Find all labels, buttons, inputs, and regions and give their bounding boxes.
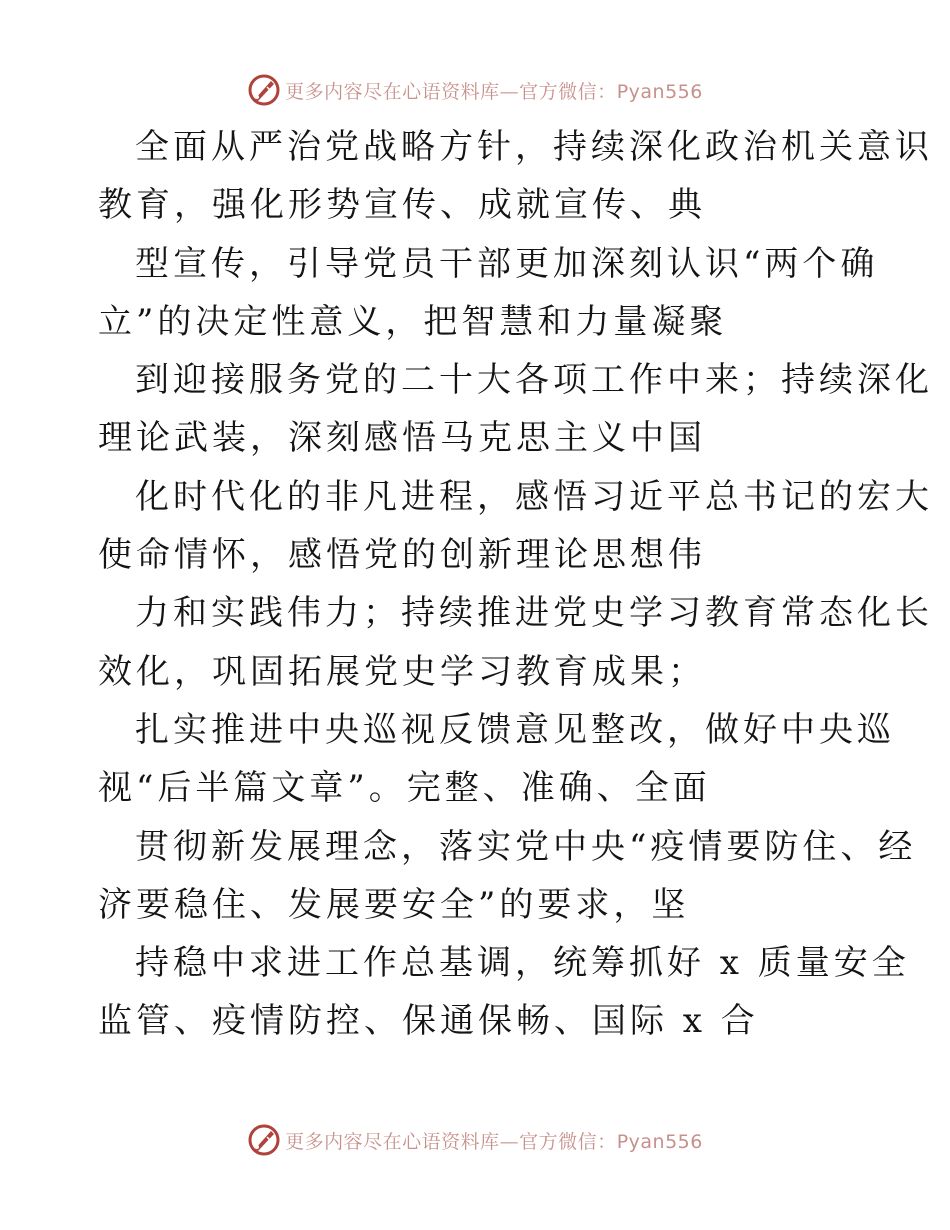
paragraph-line: 力和实践伟力；持续推进党史学习教育常态化长: [135, 593, 933, 634]
paragraph-line: 监管、疫情防控、保通保畅、国际 x 合: [98, 1001, 759, 1042]
paragraph-line: 理论武装，深刻感悟马克思主义中国: [98, 418, 706, 459]
paragraph-line: 使命情怀，感悟党的创新理论思想伟: [98, 535, 706, 576]
paragraph-line: 教育，强化形势宣传、成就宣传、典: [98, 185, 706, 226]
watermark-contact-label: 官方微信：: [519, 80, 617, 103]
quill-pen-logo-icon: [247, 1123, 281, 1157]
paragraph-line: 立”的决定性意义，把智慧和力量凝聚: [98, 301, 728, 342]
paragraph-line: 视“后半篇文章”。完整、准确、全面: [98, 768, 711, 809]
paragraph-line: 全面从严治党战略方针，持续深化政治机关意识: [135, 127, 933, 167]
paragraph-line: 效化，巩固拓展党史学习教育成果；: [98, 651, 706, 692]
document-body: [98, 118, 933, 1051]
header-watermark: [0, 70, 950, 110]
watermark-contact-id: Pyan556: [616, 80, 703, 103]
watermark-text: [285, 1127, 703, 1154]
watermark-contact-id: Pyan556: [616, 1130, 703, 1153]
watermark-text: [285, 77, 703, 104]
footer-watermark: [0, 1120, 950, 1160]
quill-pen-logo-icon: [247, 73, 281, 107]
paragraph-line: 扎实推进中央巡视反馈意见整改，做好中央巡: [135, 709, 895, 750]
paragraph-line: 型宣传，引导党员干部更加深刻认识“两个确: [135, 243, 879, 284]
paragraph-line: 持稳中求进工作总基调，统筹抓好 x 质量安全: [135, 943, 910, 984]
paragraph-line: 贯彻新发展理念，落实党中央“疫情要防住、经: [135, 826, 917, 867]
paragraph-line: 到迎接服务党的二十大各项工作中来；持续深化: [135, 360, 933, 401]
paragraph-line: 济要稳住、发展要安全”的要求，坚: [98, 884, 690, 925]
watermark-dash: —: [499, 80, 520, 103]
watermark-site: 更多内容尽在心语资料库: [285, 80, 500, 103]
watermark-contact-label: 官方微信：: [519, 1130, 617, 1153]
watermark-dash: —: [499, 1130, 520, 1153]
paragraph-line: 化时代化的非凡进程，感悟习近平总书记的宏大: [135, 476, 933, 517]
watermark-site: 更多内容尽在心语资料库: [285, 1130, 500, 1153]
